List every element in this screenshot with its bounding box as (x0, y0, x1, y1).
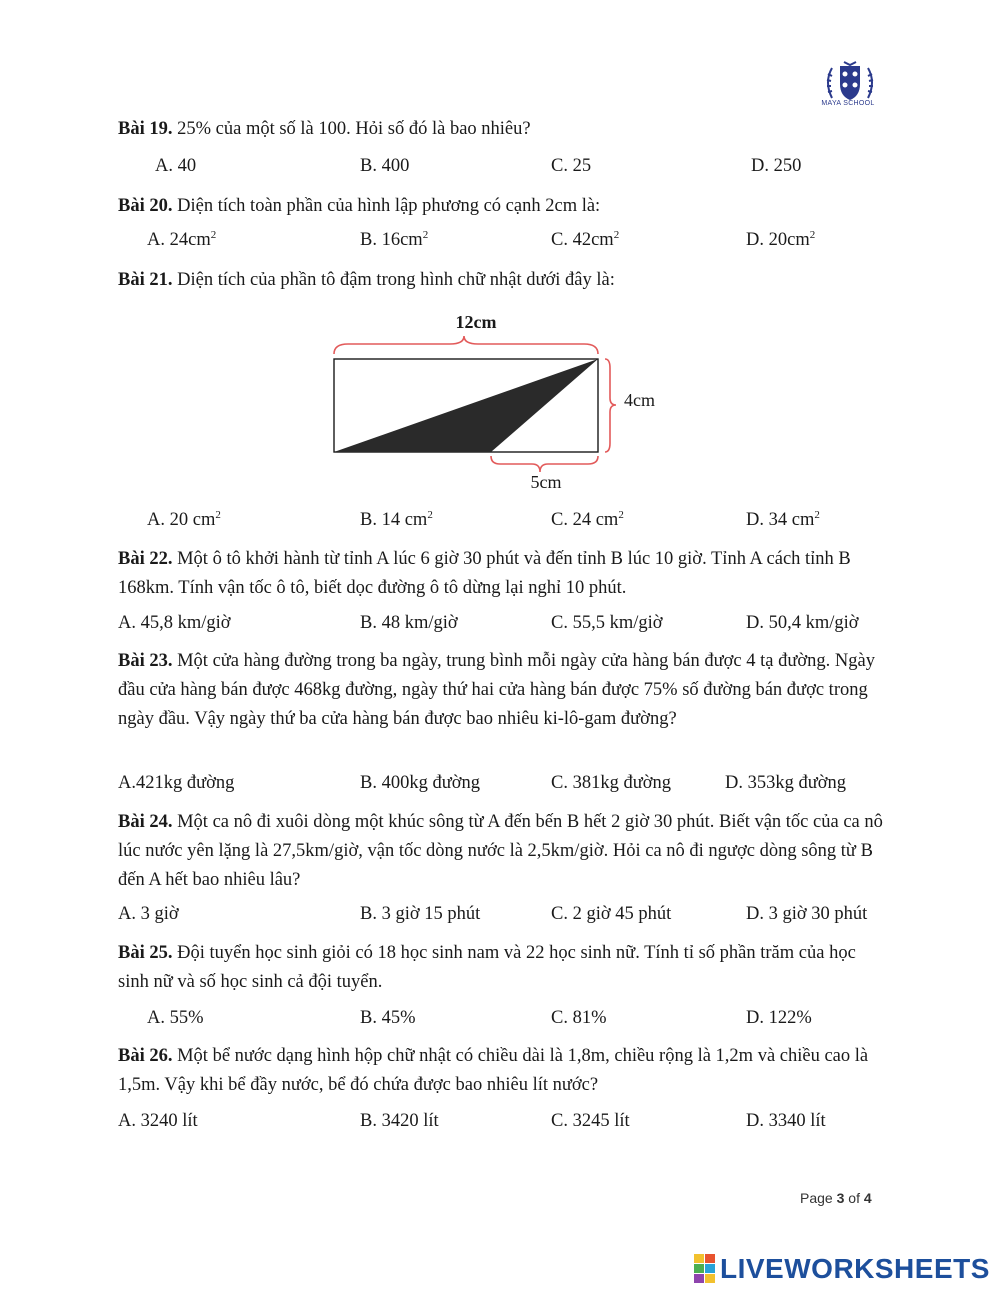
options-19 (0, 156, 1000, 182)
question-26 (118, 1042, 888, 1100)
option-a[interactable]: A. 40 (155, 156, 197, 176)
rectangle-figure (318, 306, 678, 496)
option-c[interactable]: C. $42cm^2$ (551, 229, 620, 250)
question-text: Một ô tô khởi hành từ tỉnh A lúc 6 giờ 30 phút và đến tỉnh B lúc 10 giờ. Tỉnh A cách tỉnh B 168km. Tính vận tốc ô tô, biết dọc đường ô tô dừng lại nghỉ 10 phút. (118, 549, 851, 598)
option-d[interactable]: D. 353kg đường (725, 773, 847, 793)
option-d[interactable]: D. 122% (746, 1008, 812, 1028)
option-c[interactable]: C. 24 $cm^2$ (551, 509, 624, 530)
option-b[interactable]: B. 14 $cm^2$ (360, 509, 433, 530)
question-label: Bài 20. (118, 196, 173, 216)
question-label: Bài 23. (118, 651, 173, 671)
option-a[interactable]: A. 55% (147, 1008, 204, 1028)
question-label: Bài 26. (118, 1046, 173, 1066)
question-20 (118, 192, 888, 221)
options-26 (0, 1111, 1000, 1137)
option-b[interactable]: B. 400kg đường (360, 773, 481, 793)
option-b[interactable]: B. 48 km/giờ (360, 613, 458, 633)
option-d[interactable]: D. 34 $cm^2$ (746, 509, 820, 530)
option-d[interactable]: D. 50,4 km/giờ (746, 613, 859, 633)
question-label: Bài 25. (118, 943, 173, 963)
side-brace (605, 359, 616, 452)
school-name: MAYA SCHOOL (821, 100, 875, 107)
bottom-dimension-label: 5cm (530, 472, 562, 492)
top-dimension-label: 12cm (455, 312, 497, 332)
option-c[interactable]: C. 381kg đường (551, 773, 672, 793)
option-a[interactable]: A. $24cm^2$ (147, 229, 217, 250)
question-text: Đội tuyển học sinh giỏi có 18 học sinh nam và 22 học sinh nữ. Tính tỉ số phần trăm của học sinh nữ và số học sinh cả đội tuyển. (118, 943, 856, 992)
bottom-brace (491, 456, 598, 472)
option-d[interactable]: D. 3 giờ 30 phút (746, 904, 868, 924)
option-c[interactable]: C. 81% (551, 1008, 607, 1028)
question-25 (118, 939, 888, 997)
question-text: 25% của một số là 100. Hỏi số đó là bao nhiêu? (172, 119, 531, 139)
question-text: Diện tích của phần tô đậm trong hình chữ nhật dưới đây là: (172, 270, 615, 290)
option-a[interactable]: A. 45,8 km/giờ (118, 613, 231, 633)
top-brace (334, 336, 598, 354)
option-d[interactable]: D. 3340 lít (746, 1111, 826, 1131)
question-24 (118, 808, 888, 895)
question-21 (118, 266, 888, 295)
option-c[interactable]: C. 2 giờ 45 phút (551, 904, 672, 924)
options-22 (0, 613, 1000, 639)
option-b[interactable]: B. $16cm^2$ (360, 229, 429, 250)
options-21 (0, 509, 1000, 535)
question-text: Diện tích toàn phần của hình lập phương có cạnh 2cm là: (172, 196, 601, 216)
options-20 (0, 229, 1000, 255)
option-a[interactable]: A.421kg đường (118, 773, 235, 793)
options-25 (0, 1008, 1000, 1034)
option-c[interactable]: C. 55,5 km/giờ (551, 613, 663, 633)
side-dimension-label: 4cm (624, 390, 655, 410)
question-text: Một ca nô đi xuôi dòng một khúc sông từ A đến bến B hết 2 giờ 30 phút. Biết vận tốc của ca nô lúc nước yên lặng là 27,5km/giờ, vận tốc dòng nước là 2,5km/giờ. Hỏi ca nô đi ngược dòng sông từ B đến A hết bao nhiêu lâu? (118, 812, 883, 890)
options-24 (0, 904, 1000, 930)
page-number: Page 3 of 4 (800, 1190, 872, 1206)
liveworksheets-logo[interactable] (694, 1252, 990, 1286)
question-label: Bài 21. (118, 270, 173, 290)
option-a[interactable]: A. 20 $cm^2$ (147, 509, 221, 530)
option-b[interactable]: B. 3 giờ 15 phút (360, 904, 481, 924)
liveworksheets-wordmark: LIVEWORKSHEETS (720, 1253, 990, 1284)
question-23 (118, 647, 888, 734)
question-label: Bài 22. (118, 549, 173, 569)
option-b[interactable]: B. 400 (360, 156, 410, 176)
liveworksheets-blocks-icon (694, 1254, 716, 1284)
options-23 (0, 773, 1000, 799)
question-19 (118, 115, 888, 144)
question-text: Một cửa hàng đường trong ba ngày, trung bình mỗi ngày cửa hàng bán được 4 tạ đường. Ngày đầu cửa hàng bán được 468kg đường, ngày thứ hai cửa hàng bán được 75% số đường bán được trong ngày đầu. Vậy ngày thứ ba cửa hàng bán được bao nhiêu ki-lô-gam đường? (118, 651, 875, 729)
option-c[interactable]: C. 25 (551, 156, 592, 176)
question-label: Bài 19. (118, 119, 173, 139)
option-d[interactable]: D. $20cm^2$ (746, 229, 816, 250)
option-b[interactable]: B. 3420 lít (360, 1111, 439, 1131)
question-label: Bài 24. (118, 812, 173, 832)
option-b[interactable]: B. 45% (360, 1008, 416, 1028)
option-a[interactable]: A. 3 giờ (118, 904, 179, 924)
option-d[interactable]: D. 250 (751, 156, 802, 176)
question-22 (118, 545, 888, 603)
option-c[interactable]: C. 3245 lít (551, 1111, 630, 1131)
option-a[interactable]: A. 3240 lít (118, 1111, 198, 1131)
question-text: Một bể nước dạng hình hộp chữ nhật có chiều dài là 1,8m, chiều rộng là 1,2m và chiều cao là 1,5m. Vậy khi bể đầy nước, bể đó chứa được bao nhiêu lít nước? (118, 1046, 869, 1095)
